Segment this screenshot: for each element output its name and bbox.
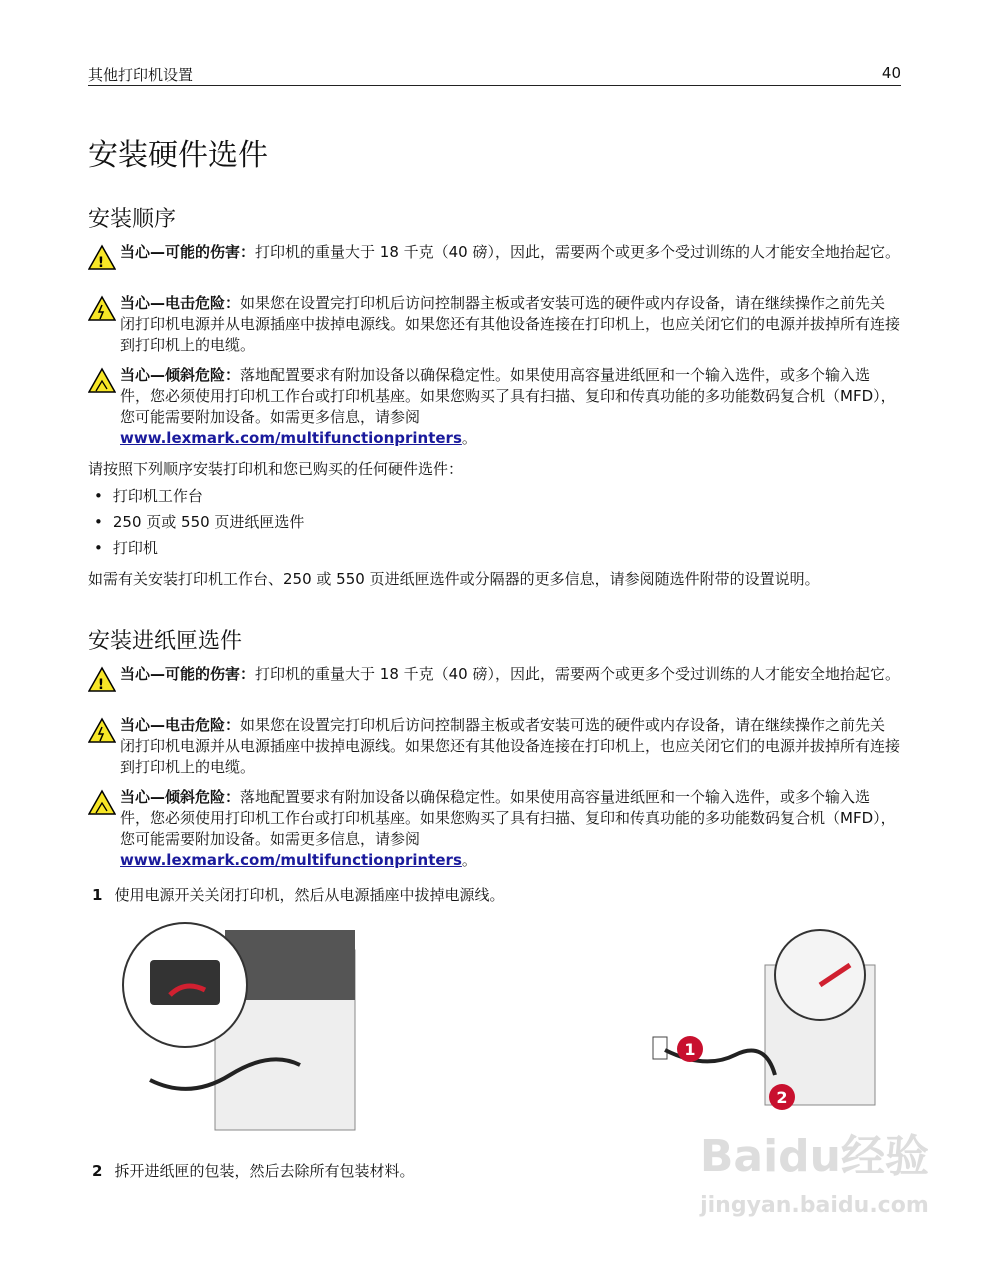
warning-caution [88,664,900,692]
warning-label: 当心—电击危险： [120,294,241,312]
warning-label: 当心—可能的伤害： [120,243,256,261]
caution-icon [88,244,116,270]
section-heading: 安装顺序 [88,207,177,232]
step-2: 2 拆开进纸匣的包装，然后去除所有包装材料。 [92,1162,415,1180]
warning-text: 落地配置要求有附加设备以确保稳定性。如果使用高容量进纸匣和一个输入选件，或多个输入选件，您必须使用打印机工作台或打印机基座。如果您购买了具有扫描、复印和传真功能的多功能数码复合机（MFD），您可能需要附加设备。如需更多信息，请参阅 [120,788,896,848]
tipping-hazard-icon [88,367,116,393]
step-1: 1 使用电源开关关闭打印机，然后从电源插座中拔掉电源线。 [92,886,505,904]
page-number: 40 [881,64,901,82]
page-header [88,64,901,86]
warning-tipping-hazard: 当心—倾斜危险：落地配置要求有附加设备以确保稳定性。如果使用高容量进纸匣和一个输入选件，或多个输入选件，您必须使用打印机工作台或打印机基座。如果您购买了具有扫描、复印和传真功能的多功能数码复合机（MFD），您可能需要附加设备。如需更多信息，请参阅 www.lexmark.com/multifunctionprinters。 [88,365,900,449]
warning-label: 当心—倾斜危险： [120,366,241,384]
intro-text: 请按照下列顺序安装打印机和您已购买的任何硬件选件： [88,460,464,478]
watermark: Baidu经验 jingyan.baidu.com [699,1131,929,1218]
list-item: • 打印机工作台 [94,485,203,506]
warning-text: 落地配置要求有附加设备以确保稳定性。如果使用高容量进纸匣和一个输入选件，或多个输入选件，您必须使用打印机工作台或打印机基座。如果您购买了具有扫描、复印和传真功能的多功能数码复合机（MFD），您可能需要附加设备。如需更多信息，请参阅 [120,366,896,426]
tipping-hazard-icon [88,789,116,815]
printer-power-switch-illustration [120,920,370,1140]
warning-shock-hazard [88,293,900,356]
note-text: 如需有关安装打印机工作台、250 或 550 页进纸匣选件或分隔器的更多信息，请参阅随选件附带的设置说明。 [88,570,820,588]
callout-2: 2 [776,1088,788,1107]
shock-hazard-icon [88,295,116,321]
warning-label: 当心—电击危险： [120,716,241,734]
lexmark-link[interactable]: www.lexmark.com/multifunctionprinters [120,429,462,447]
list-item: • 250 页或 550 页进纸匣选件 [94,511,304,532]
warning-text: 打印机的重量大于 18 千克（40 磅），因此，需要两个或更多个受过训练的人才能安全地抬起它。 [255,665,900,683]
warning-text: 如果您在设置完打印机后访问控制器主板或者安装可选的硬件或内存设备，请在继续操作之前先关闭打印机电源并从电源插座中拔掉电源线。如果您还有其他设备连接在打印机上，也应关闭它们的电源并拔掉所有连接到打印机上的电缆。 [120,294,901,354]
page-title: 安装硬件选件 [88,138,268,173]
section-title: 其他打印机设置 [88,66,194,84]
warning-caution [88,242,900,270]
unplug-power-cord-illustration [645,925,885,1125]
svg-text:!: ! [97,677,105,692]
warning-text: 打印机的重量大于 18 千克（40 磅），因此，需要两个或更多个受过训练的人才能安全地抬起它。 [255,243,900,261]
shock-hazard-icon [88,717,116,743]
warning-tipping-hazard: 当心—倾斜危险：落地配置要求有附加设备以确保稳定性。如果使用高容量进纸匣和一个输入选件，或多个输入选件，您必须使用打印机工作台或打印机基座。如果您购买了具有扫描、复印和传真功能的多功能数码复合机（MFD），您可能需要附加设备。如需更多信息，请参阅 www.lexmark.com/multifunctionprinters。 [88,787,900,871]
svg-text:!: ! [97,255,105,270]
warning-shock-hazard [88,715,900,778]
lexmark-link[interactable]: www.lexmark.com/multifunctionprinters [120,851,462,869]
list-item: • 打印机 [94,537,158,558]
warning-text: 如果您在设置完打印机后访问控制器主板或者安装可选的硬件或内存设备，请在继续操作之前先关闭打印机电源并从电源插座中拔掉电源线。如果您还有其他设备连接在打印机上，也应关闭它们的电源并拔掉所有连接到打印机上的电缆。 [120,716,901,776]
warning-label: 当心—可能的伤害： [120,665,256,683]
warning-label: 当心—倾斜危险： [120,788,241,806]
callout-1: 1 [684,1040,696,1059]
section-heading: 安装进纸匣选件 [88,629,243,654]
caution-icon [88,666,116,692]
